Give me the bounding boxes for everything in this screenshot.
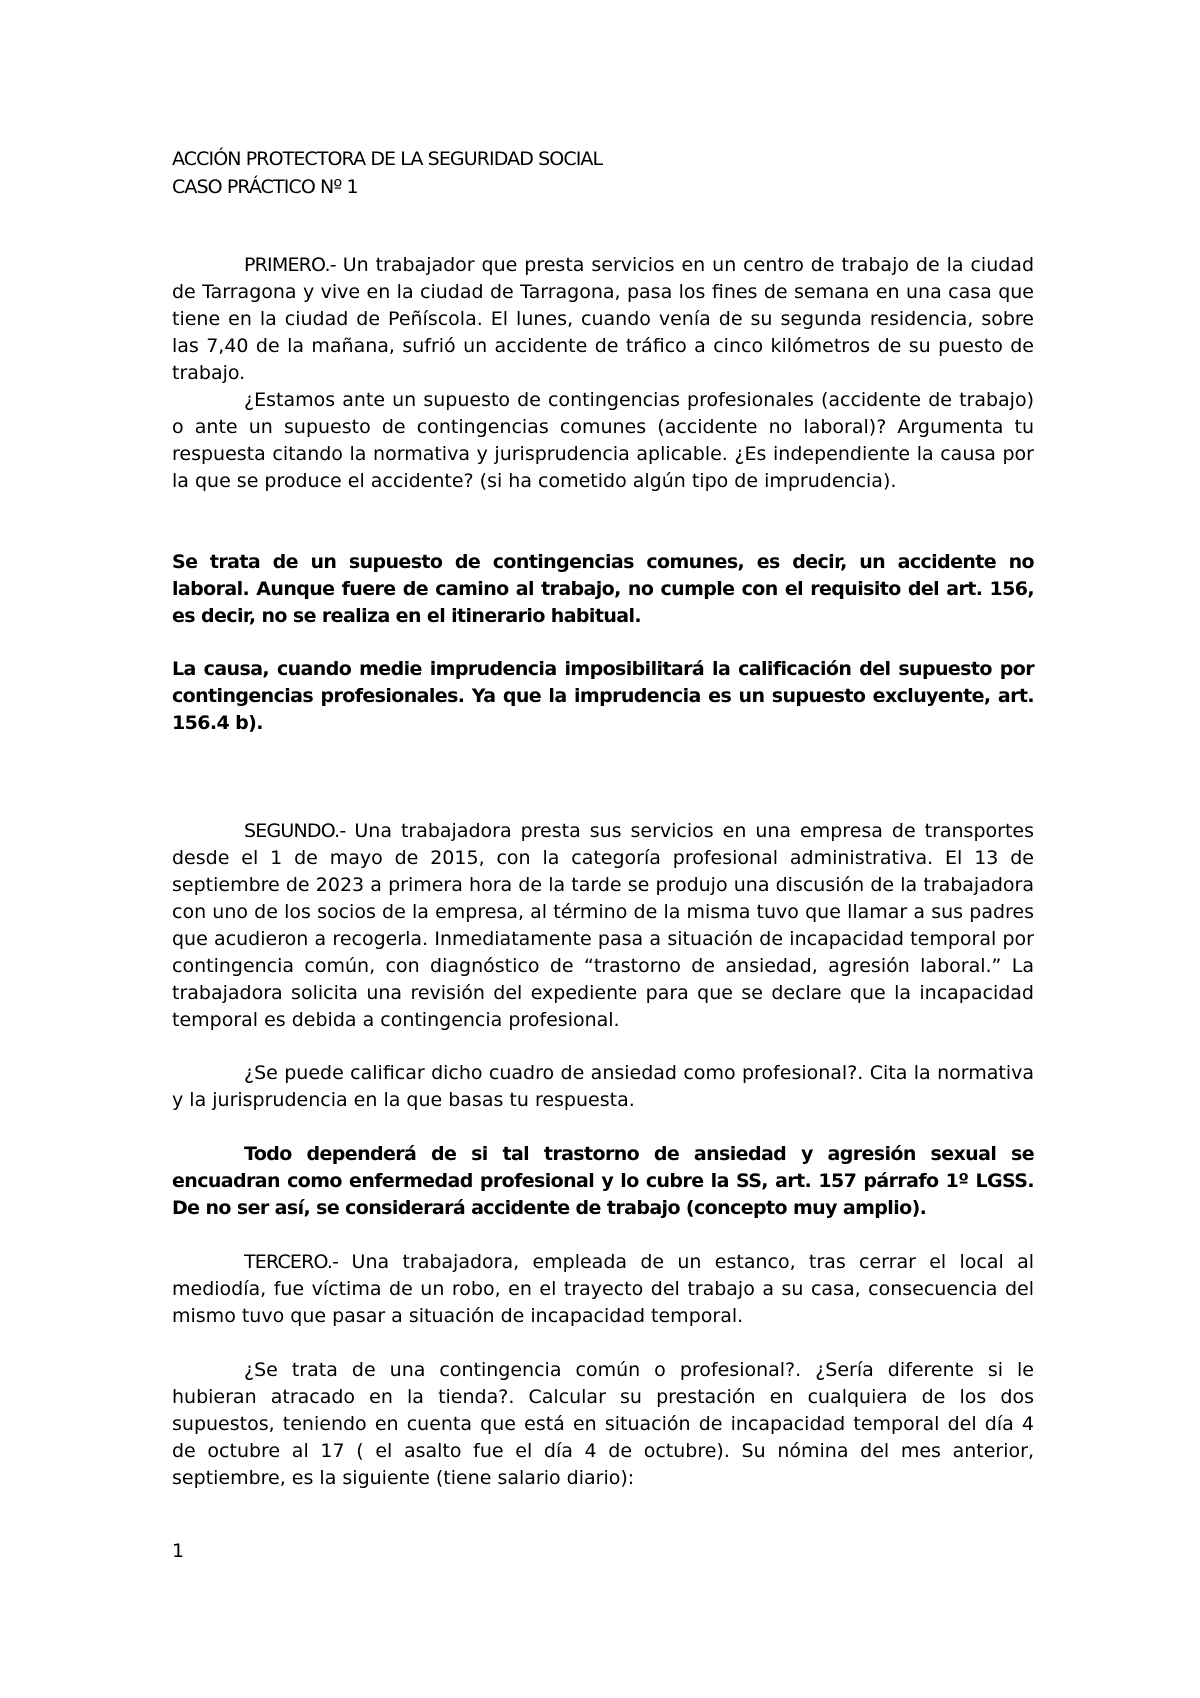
primero-question: ¿Estamos ante un supuesto de contingencias profesionales (accidente de trabajo) o ante un supuesto de contingencias comunes (accidente no laboral)? Argumenta tu respuesta citando la normativa y jurisprudencia aplicable. ¿Es independiente la causa por la que se produce el accidente? (si ha cometido algún tipo de imprudencia).: [172, 389, 1034, 492]
primero-statement-text: Un trabajador que presta servicios en un centro de trabajo de la ciudad de Tarragona y vive en la ciudad de Tarragona, pasa los fines de semana en una casa que tiene en la ciudad de Peñíscola. El lunes, cuando venía de su segunda residencia, sobre las 7,40 de la mañana, sufrió un accidente de tráfico a cinco kilómetros de su puesto de trabajo.: [172, 254, 1034, 384]
tercero-question: ¿Se trata de una contingencia común o profesional?. ¿Sería diferente si le hubieran atracado en la tienda?. Calcular su prestación en cualquiera de los dos supuestos, teniendo en cuenta que está en situación de incapacidad temporal del día 4 de octubre al 17 ( el asalto fue el día 4 de octubre). Su nómina del mes anterior, septiembre, es la siguiente (tiene salario diario):: [172, 1359, 1034, 1489]
segundo-answer: Todo dependerá de si tal trastorno de ansiedad y agresión sexual se encuadran como enfermedad profesional y lo cubre la SS, art. 157 párrafo 1º LGSS. De no ser así, se considerará accidente de trabajo (concepto muy amplio).: [172, 1143, 1034, 1219]
segundo-statement-text: Una trabajadora presta sus servicios en una empresa de transportes desde el 1 de mayo de 2015, con la categoría profesional administrativa. El 13 de septiembre de 2023 a primera hora de la tarde se produjo una discusión de la trabajadora con uno de los socios de la empresa, al término de la misma tuvo que llamar a sus padres que acudieron a recogerla. Inmediatamente pasa a situación de incapacidad temporal por contingencia común, con diagnóstico de “trastorno de ansiedad, agresión laboral.” La trabajadora solicita una revisión del expediente para que se declare que la incapacidad temporal es debida a contingencia profesional.: [172, 820, 1034, 1031]
primero-answer-2: [172, 656, 1034, 737]
tercero-question-block: [172, 1357, 1034, 1492]
tercero-statement-text: Una trabajadora, empleada de un estanco, tras cerrar el local al mediodía, fue víctima de un robo, en el trayecto del trabajo a su casa, consecuencia del mismo tuvo que pasar a situación de incapacidad temporal.: [172, 1251, 1034, 1327]
section-segundo: [172, 818, 1034, 1034]
segundo-answer-block: [172, 1141, 1034, 1222]
primero-label: PRIMERO.-: [244, 254, 336, 276]
document-subtitle: CASO PRÁCTICO Nº 1: [172, 176, 358, 198]
segundo-question: ¿Se puede calificar dicho cuadro de ansiedad como profesional?. Cita la normativa y la jurisprudencia en la que basas tu respuesta.: [172, 1062, 1034, 1111]
primero-answer-2-text: La causa, cuando medie imprudencia imposibilitará la calificación del supuesto por contingencias profesionales. Ya que la imprudencia es un supuesto excluyente, art. 156.4 b).: [172, 658, 1034, 734]
page-number: 1: [172, 1540, 185, 1562]
tercero-statement: [172, 1249, 1034, 1330]
section-primero: [172, 252, 1034, 495]
segundo-statement: [172, 818, 1034, 1034]
primero-statement: [172, 252, 1034, 387]
segundo-label: SEGUNDO.-: [244, 820, 346, 842]
primero-answer-1-text: Se trata de un supuesto de contingencias comunes, es decir, un accidente no laboral. Aunque fuere de camino al trabajo, no cumple con el requisito del art. 156, es decir, no se realiza en el itinerario habitual.: [172, 551, 1034, 627]
document-heading: [172, 145, 1034, 201]
section-tercero: [172, 1249, 1034, 1330]
tercero-label: TERCERO.-: [244, 1251, 339, 1273]
primero-answer-1: [172, 549, 1034, 630]
document-title: ACCIÓN PROTECTORA DE LA SEGURIDAD SOCIAL: [172, 148, 603, 170]
segundo-question-block: [172, 1060, 1034, 1114]
